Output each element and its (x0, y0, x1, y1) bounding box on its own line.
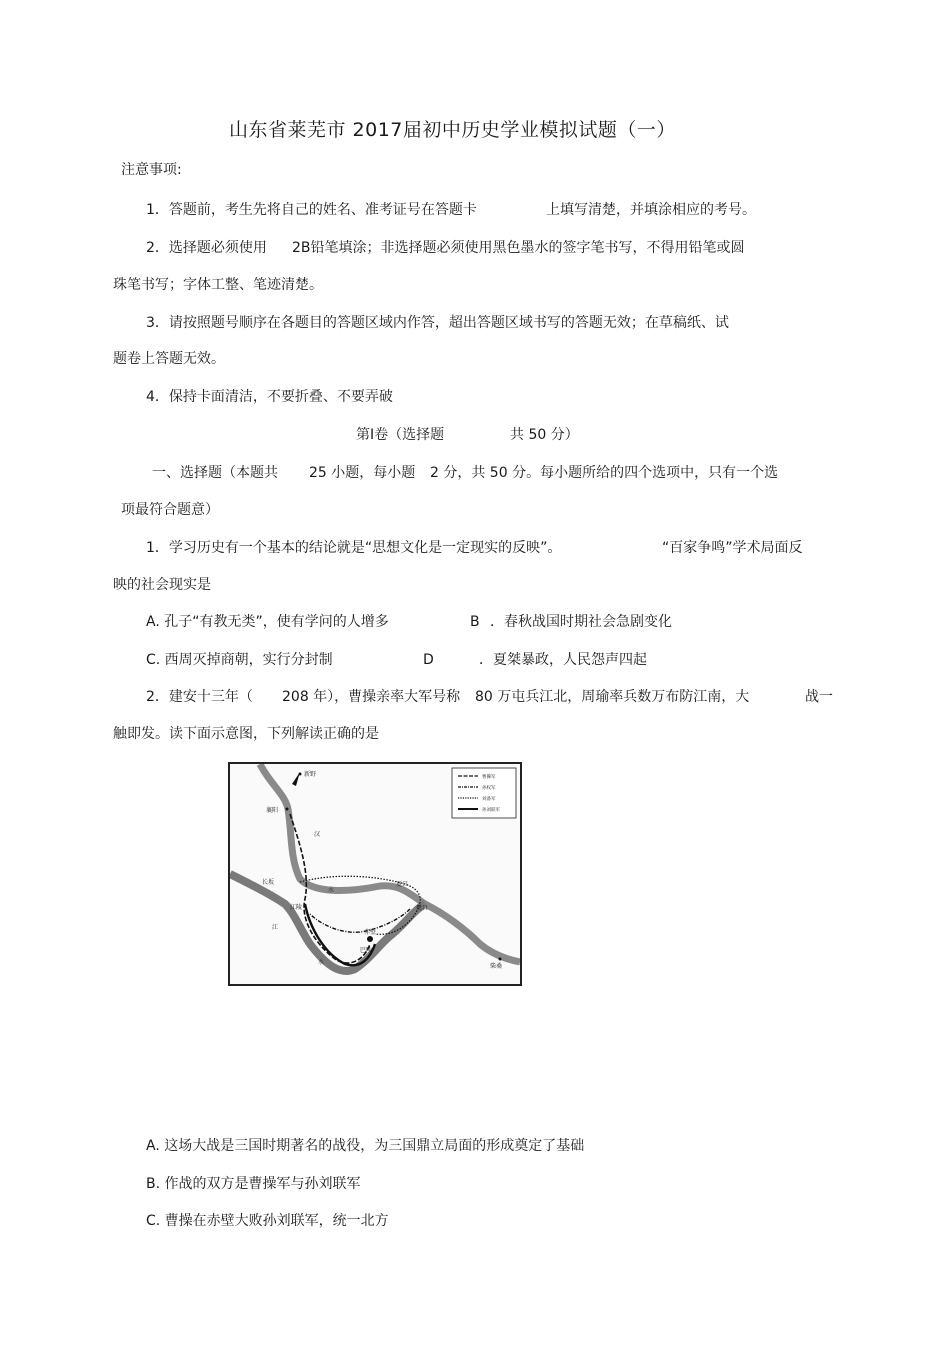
note-2c: 珠笔书写；字体工整、笔迹清楚。 (113, 277, 323, 293)
q2-option-a: A. 这场大战是三国时期著名的战役，为三国鼎立局面的形成奠定了基础 (146, 1138, 585, 1154)
map-figure (230, 764, 520, 984)
legend-allied: 孙刘联军 (482, 808, 500, 813)
place-xiangyang: 襄阳 (266, 807, 279, 814)
q1-option-b-text: ．春秋战国时期社会急剧变化 (490, 614, 672, 630)
q2-option-c: C. 曹操在赤壁大败孙刘联军，统一北方 (146, 1213, 389, 1229)
place-xinye: 新野 (304, 771, 317, 778)
q2-stem-d: 战一 (805, 689, 833, 705)
marker-chaisang (499, 958, 502, 961)
place-jiangling: 江陵 (290, 904, 303, 911)
q1-option-b-letter: B (470, 614, 480, 630)
q2-stem-e: 触即发。读下面示意图，下列解读正确的是 (113, 726, 379, 742)
note-1b: 上填写清楚，并填涂相应的考号。 (546, 202, 756, 218)
note-1a: 1．答题前，考生先将自己的姓名、准考证号在答题卡 (146, 202, 477, 218)
q2-stem-a: 2．建安十三年（ (146, 689, 253, 705)
note-2b: 2B铅笔填涂；非选择题必须使用黑色墨水的签字笔书写，不得用铅笔或圆 (292, 240, 745, 256)
place-chaisang: 柴桑 (490, 963, 503, 970)
section-instr-a: 一、选择题（本题共 (152, 465, 278, 481)
notes-heading: 注意事项: (121, 162, 182, 178)
place-baling: 巴陵 (360, 947, 373, 954)
place-chibi: 赤壁 (364, 929, 377, 936)
legend-sun: 孙权军 (482, 786, 496, 791)
q1-option-d-letter: D (423, 652, 434, 668)
q2-stem-c: 80 万屯兵江北，周瑜率兵数万布防江南，大 (475, 689, 750, 705)
note-3a: 3．请按照题号顺序在各题目的答题区域内作答，超出答题区域书写的答题无效；在草稿纸、试 (146, 315, 729, 331)
marker-xiangyang (286, 808, 289, 811)
place-xiakou: 夏口 (396, 881, 409, 888)
part-title-a: 第Ⅰ卷（选择题 (356, 427, 445, 443)
q1-stem-b: “百家争鸣”学术局面反 (662, 540, 803, 556)
legend-liu: 刘备军 (482, 797, 496, 802)
q1-stem-c: 映的社会现实是 (113, 577, 211, 593)
place-shui-1: 水 (328, 887, 335, 894)
section-instr-b: 25 小题，每小题 (309, 465, 416, 481)
page-title: 山东省莱芜市 2017届初中历史学业模拟试题（一） (229, 119, 676, 141)
place-jiang: 江 (272, 924, 279, 931)
place-fankou: 樊口 (416, 905, 429, 912)
q1-option-c: C. 西周灭掉商朝，实行分封制 (146, 652, 333, 668)
q2-stem-b: 208 年），曹操亲率大军号称 (282, 689, 461, 705)
q1-option-a: A. 孔子“有教无类”，使有学问的人增多 (146, 614, 389, 630)
note-2a: 2．选择题必须使用 (146, 240, 267, 256)
q1-stem-a: 1．学习历史有一个基本的结论就是“思想文化是一定现实的反映”。 (146, 540, 562, 556)
marker-chibi (367, 936, 373, 942)
note-4: 4．保持卡面清洁，不要折叠、不要弄破 (146, 389, 393, 405)
legend-cao: 曹操军 (482, 775, 496, 780)
section-instr-c: 2 分，共 50 分。每小题所给的四个选项中，只有一个选 (430, 465, 779, 481)
q1-option-d-text: ．夏桀暴政，人民怨声四起 (479, 652, 647, 668)
place-shui-2: 水 (318, 959, 325, 966)
section-instr-d: 项最符合题意） (121, 502, 219, 518)
marker-xinye (299, 773, 302, 776)
note-3b: 题卷上答题无效。 (113, 351, 225, 367)
part-title-b: 共 50 分） (510, 427, 579, 443)
q2-option-b: B. 作战的双方是曹操军与孙刘联军 (146, 1176, 361, 1192)
place-han: 汉 (314, 831, 321, 838)
battle-route-map (228, 762, 522, 986)
place-changban: 长坂 (262, 879, 275, 886)
